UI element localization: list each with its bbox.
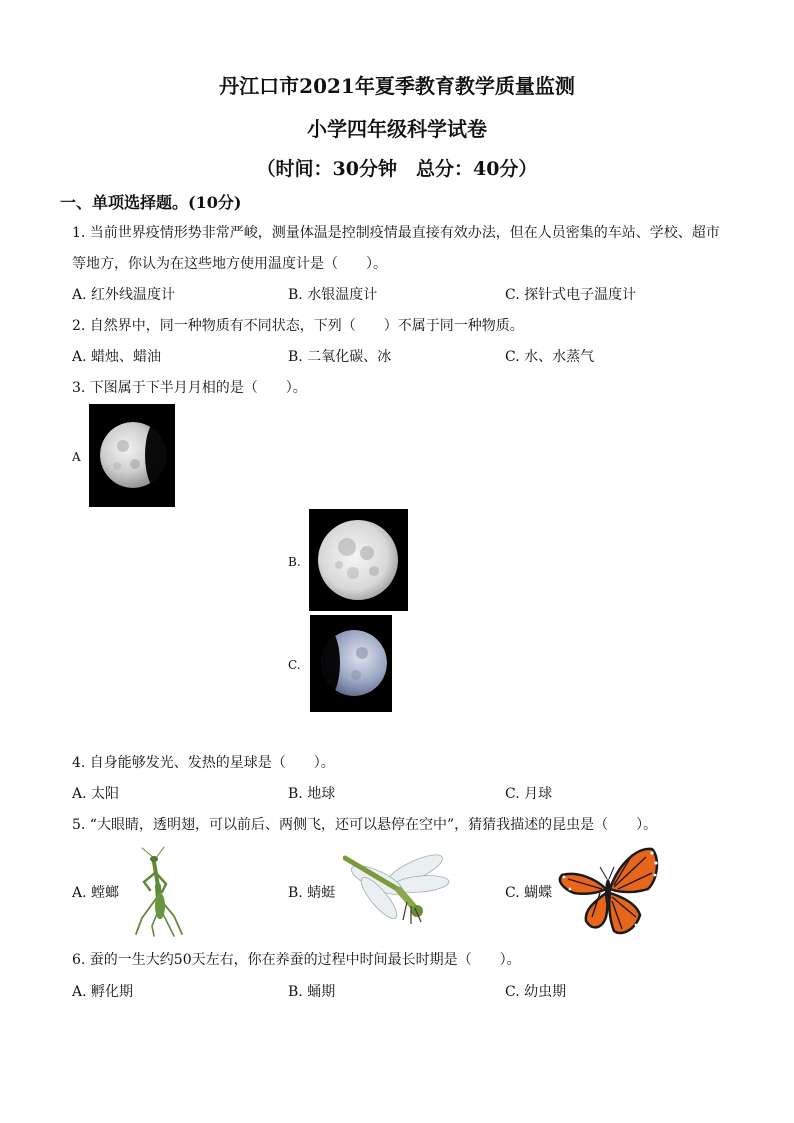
- q5-option-a: A. 螳螂: [72, 885, 120, 901]
- q5-text: 5. “大眼睛，透明翅，可以前后、两侧飞，还可以悬停在空中”，猜猜我描述的昆虫是（ ）。: [72, 817, 658, 833]
- q6-option-a: A. 孵化期: [72, 984, 134, 1000]
- butterfly-photo: [556, 845, 660, 937]
- q1-option-c: C. 探针式电子温度计: [505, 287, 637, 303]
- q4-option-b: B. 地球: [288, 786, 336, 802]
- q1-text-line1: 1. 当前世界疫情形势非常严峻，测量体温是控制疫情最直接有效办法，但在人员密集的车站、学校、超市: [72, 225, 720, 241]
- q3-option-c-label: C.: [288, 658, 301, 672]
- q6-text: 6. 蚕的一生大约50天左右，你在养蚕的过程中时间最长时期是（ ）。: [72, 952, 521, 968]
- section-heading: 一、单项选择题。(10分): [60, 193, 242, 212]
- q3-option-b-label: B.: [288, 555, 301, 569]
- q1-option-a: A. 红外线温度计: [72, 287, 176, 303]
- q3-option-a-label: A: [72, 450, 81, 464]
- moon-gibbous-photo: [89, 404, 175, 507]
- mantis-photo: [124, 846, 196, 938]
- q2-option-b: B. 二氧化碳、冰: [288, 349, 392, 365]
- q5-option-b: B. 蜻蜓: [288, 885, 336, 901]
- q3-text: 3. 下图属于下半月月相的是（ ）。: [72, 380, 307, 396]
- q4-option-a: A. 太阳: [72, 786, 120, 802]
- dragonfly-photo: [343, 850, 451, 936]
- exam-title: 丹江口市2021年夏季教育教学质量监测: [219, 74, 575, 98]
- q6-option-c: C. 幼虫期: [505, 984, 567, 1000]
- q1-option-b: B. 水银温度计: [288, 287, 378, 303]
- q2-text: 2. 自然界中，同一种物质有不同状态，下列（ ）不属于同一种物质。: [72, 318, 524, 334]
- q2-option-a: A. 蜡烛、蜡油: [72, 349, 162, 365]
- q2-option-c: C. 水、水蒸气: [505, 349, 595, 365]
- moon-full-photo: [309, 509, 408, 611]
- exam-info: （时间：30分钟 总分：40分）: [256, 158, 538, 180]
- moon-gibbous-blue-photo: [310, 615, 392, 712]
- q5-option-c: C. 蝴蝶: [505, 885, 553, 901]
- q1-text-line2: 等地方，你认为在这些地方使用温度计是（ ）。: [72, 256, 387, 272]
- q6-option-b: B. 蛹期: [288, 984, 336, 1000]
- exam-subtitle: 小学四年级科学试卷: [307, 117, 487, 141]
- q4-option-c: C. 月球: [505, 786, 553, 802]
- q4-text: 4. 自身能够发光、发热的星球是（ ）。: [72, 755, 335, 771]
